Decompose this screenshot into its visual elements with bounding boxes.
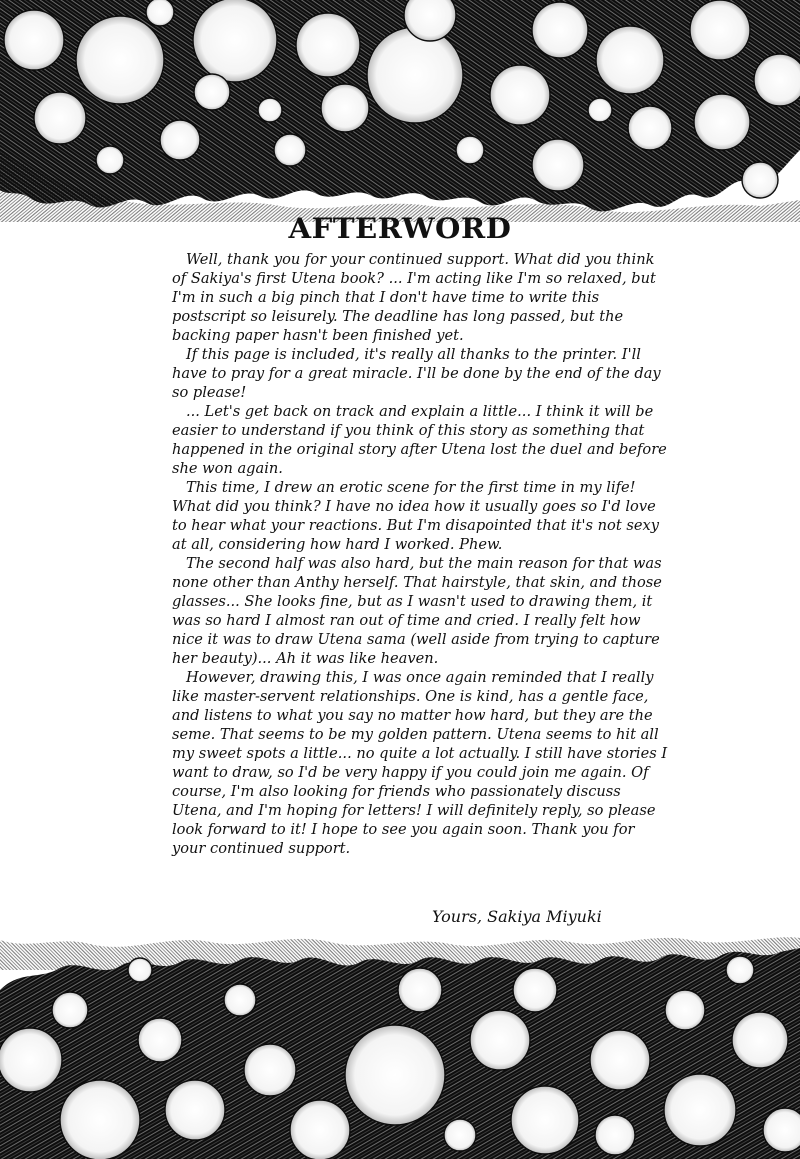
signature: Yours, Sakiya Miyuki <box>432 907 602 926</box>
page-title: AFTERWORD <box>288 212 512 245</box>
paragraph: If this page is included, it's really all thanks to the printer. I'll have to pray for a great miracle. I'll be done by the end of the day so please! <box>172 346 661 401</box>
afterword-body <box>172 250 672 858</box>
paragraph: However, drawing this, I was once again reminded that I really like master-servent relationships. One is kind, has a gentle face, and listens to what you say no matter how hard, but they are the seme. That seems to be my golden pattern. Utena seems to hit all my sweet spots a little... no quite a lot actually. I still have stories I want to draw, so I'd be very happy if you could join me again. Of course, I'm also looking for friends who passionately discuss Utena, and I'm hoping for letters! I will definitely reply, so please look forward to it! I hope to see you again soon. Thank you for your continued support. <box>172 669 668 857</box>
paragraph: ... Let's get back on track and explain a little... I think it will be easier to understand if you think of this story as something that happened in the original story after Utena lost the duel and before she won again. <box>172 403 667 477</box>
bubble-decoration-top <box>0 0 800 225</box>
paragraph: Well, thank you for your continued support. What did you think of Sakiya's first Utena book? ... I'm acting like I'm so relaxed, but I'm in such a big pinch that I don't have time to write this postscript so leisurely. The deadline has long passed, but the backing paper hasn't been finished yet. <box>172 251 656 344</box>
paragraph: The second half was also hard, but the main reason for that was none other than Anthy herself. That hairstyle, that skin, and those glasses... She looks fine, but as I wasn't used to drawing them, it was so hard I almost ran out of time and cried. I really felt how nice it was to draw Utena sama (well aside from trying to capture her beauty)... Ah it was like heaven. <box>172 555 662 667</box>
bubble-decoration-bottom <box>0 930 800 1159</box>
paragraph: This time, I drew an erotic scene for the first time in my life! What did you think? I have no idea how it usually goes so I'd love to hear what your reactions. But I'm disapointed that it's not sexy at all, considering how hard I worked. Phew. <box>172 479 659 553</box>
